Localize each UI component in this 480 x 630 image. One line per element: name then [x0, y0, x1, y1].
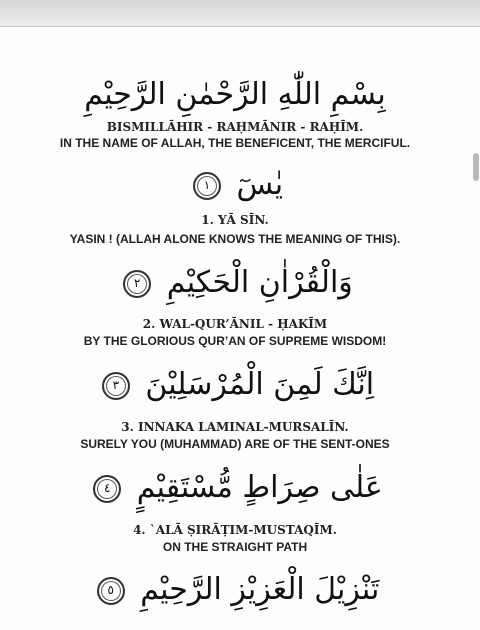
verse-2-transliteration: 2. WAL-QUR’ĀNIL - ḤAKĪM: [142, 317, 328, 331]
bismillah-translation: IN THE NAME OF ALLAH, THE BENEFICENT, THE MERCIFUL.: [59, 136, 411, 150]
verse-3-number-marker-icon: ٣: [102, 372, 130, 400]
verse-4-translation: ON THE STRAIGHT PATH: [162, 540, 308, 554]
verse-4-number-marker-icon: ٤: [93, 475, 121, 503]
verse-2-number-marker-icon: ٢: [123, 270, 151, 298]
scrollbar-thumb[interactable]: [473, 153, 479, 181]
verse-5-arabic-text: تَنْزِيْلَ الْعَزِيْزِ الرَّحِيْمِ: [140, 572, 380, 607]
verse-4-arabic-text: عَلٰى صِرَاطٍ مُّسْتَقِيْمٍ: [136, 470, 383, 505]
verse-4-arabic: [0, 470, 470, 505]
verse-3-arabic: [0, 367, 470, 402]
verse-2-arabic-text: وَالْقُرْاٰنِ الْحَكِيْمِ: [166, 265, 353, 300]
top-toolbar: [0, 0, 480, 27]
verse-5-number-marker-icon: ٥: [97, 577, 125, 605]
verse-3-transliteration: 3. INNAKA LAMINAL-MURSALĪN.: [121, 420, 349, 434]
document-page: [0, 27, 480, 630]
verse-4-transliteration: 4. `ALĀ ṢIRĀṬIM-MUSTAQĪM.: [133, 523, 337, 537]
verse-3-arabic-text: اِنَّكَ لَمِنَ الْمُرْسَلِيْنَ: [145, 367, 375, 402]
verse-1-translation: YASIN ! (ALLAH ALONE KNOWS THE MEANING OF THIS).: [69, 232, 401, 246]
verse-2-arabic: [0, 265, 470, 300]
bismillah-arabic: بِسْمِ اللّٰهِ الرَّحْمٰنِ الرَّحِيْمِ: [84, 77, 386, 112]
verse-2-translation: BY THE GLORIOUS QUR’AN OF SUPREME WISDOM!: [83, 334, 387, 348]
verse-1-transliteration: 1. YĀ SĪN.: [201, 213, 269, 227]
bismillah-transliteration: BISMILLĀHIR - RAḤMĀNIR - RAḤĪM.: [106, 120, 364, 134]
verse-5-arabic: [0, 572, 470, 607]
verse-1-arabic: [0, 167, 470, 202]
verse-1-number-marker-icon: ١: [193, 172, 221, 200]
verse-1-arabic-text: يٰسٓ: [236, 167, 284, 202]
verse-3-translation: SURELY YOU (MUHAMMAD) ARE OF THE SENT-ONES: [80, 437, 390, 451]
